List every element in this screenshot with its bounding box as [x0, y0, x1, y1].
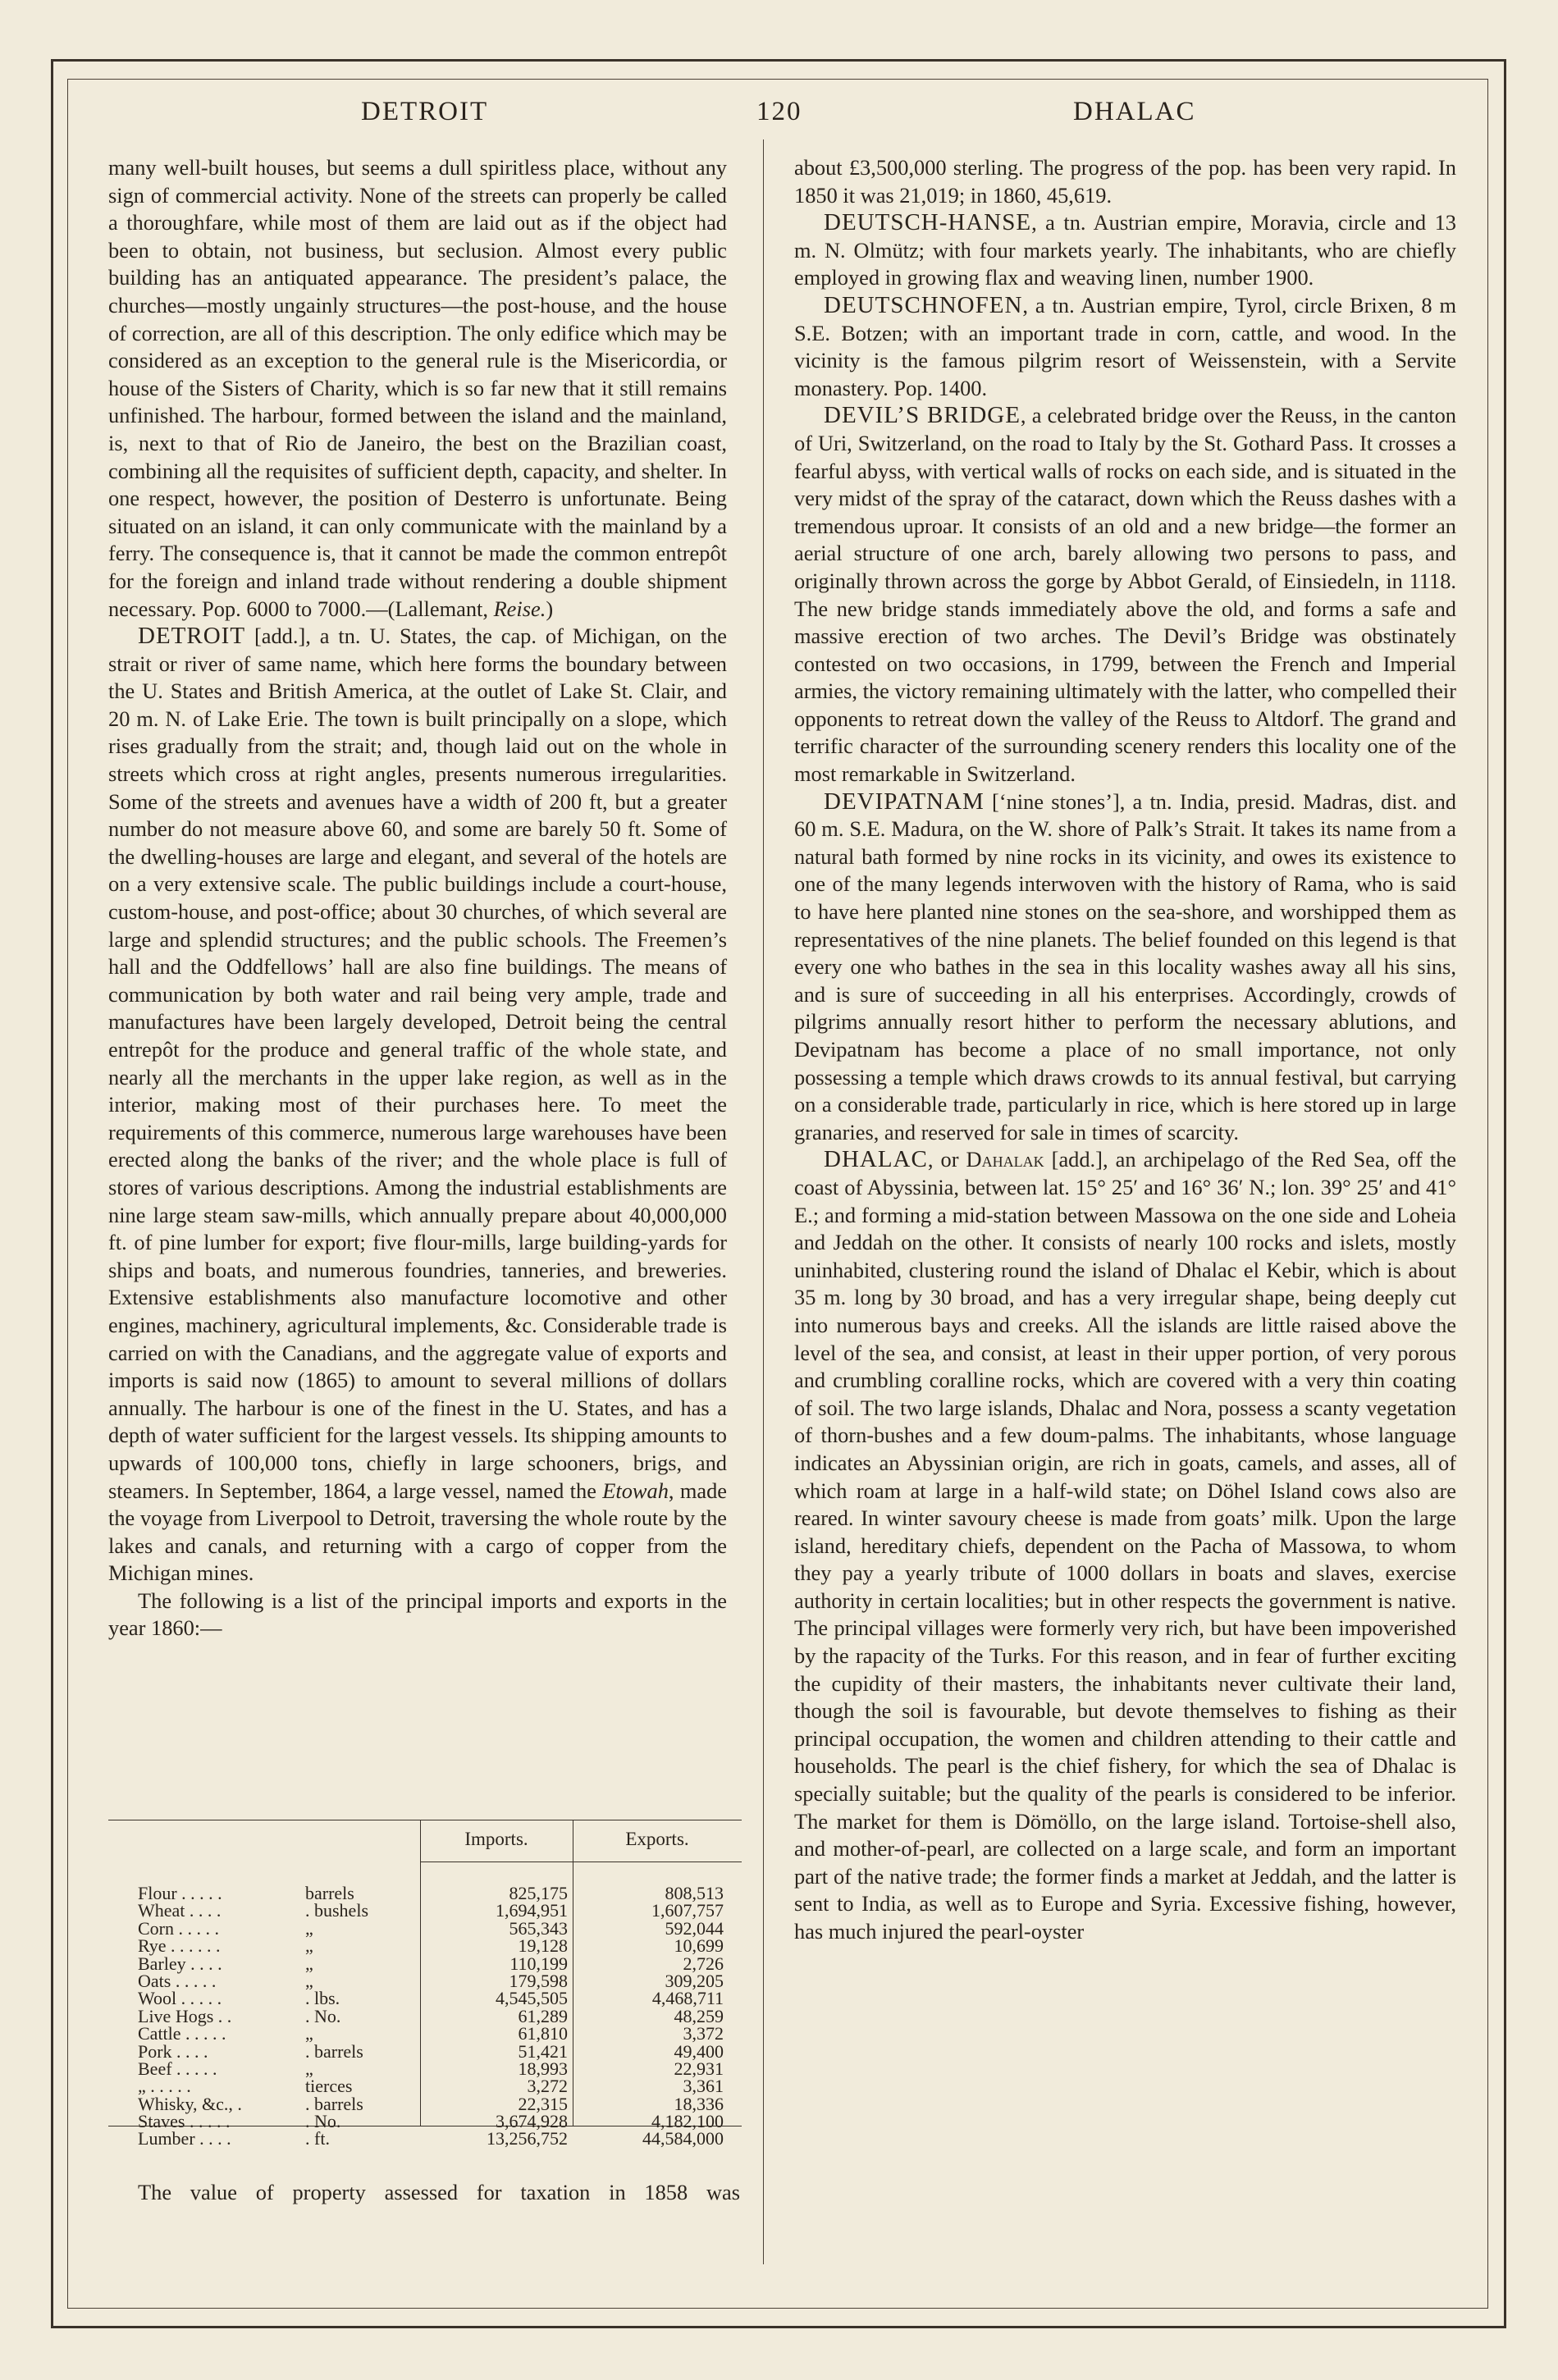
- table-intro: The following is a list of the principal imports and exports in the year 1860:—: [108, 1587, 727, 1641]
- devipatnam-entry: DEVIPATNAM [‘nine stones’], a tn. India, presid. Madras, dist. and 60 m. S.E. Madura, on the W. shore of Palk’s Strait. It takes its name from a natural bath formed by nine rocks in its vicinity, and owes its existence to one of the many legends interwoven with the history of Rama, who is said to have here planted nine stones on the sea-shore, and worshipped them as representatives of the nine planets. The belief founded on this legend is that every one who bathes in the sea in this locality washes away all his sins, and is sure of succeeding in all his enterprises. Accordingly, crowds of pilgrims annually resort hither to perform the necessary ablutions, and Devipatnam has become a place of no small importance, not only possessing a temple which draws crowds to its annual festival, but carrying on a considerable trade, particularly in rice, which is here stored up in large granaries, and reserved for sale in times of scarcity.: [794, 788, 1456, 1144]
- table-row: Wool . . . . . . lbs. 4,545,505 4,468,711: [138, 1988, 724, 2009]
- right-column: [794, 154, 1456, 1946]
- table-row: Staves . . . . . . No. 3,674,928 4,182,100: [138, 2111, 724, 2132]
- detroit-continuation: about £3,500,000 sterling. The progress of the pop. has been very rapid. In 1850 it was 21,019; in 1860, 45,619.: [794, 155, 1456, 208]
- table-row: Beef . . . . . „ 18,993 22,931: [138, 2058, 724, 2079]
- deutschnofen-entry: DEUTSCHNOFEN, a tn. Austrian empire, Tyrol, circle Brixen, 8 m S.E. Botzen; with an important trade in corn, cattle, and wood. In the vicinity is the famous pilgrim resort of Weissenstein, with a Servite monastery. Pop. 1400.: [794, 291, 1456, 400]
- devils-bridge-entry: DEVIL’S BRIDGE, a celebrated bridge over the Reuss, in the canton of Uri, Switzerland, on the road to Italy by the St. Gothard Pass. It crosses a fearful abyss, with vertical walls of rocks on each side, and is situated in the very midst of the spray of the cataract, down which the Reuss dashes with a tremendous uproar. It consists of an old and a new bridge—the former an aerial structure of one arch, barely allowing two persons to pass, and originally thrown across the gorge by Abbot Gerald, of Einsiedeln, in 1118. The new bridge stands immediately above the old, and forms a safe and massive erection of two arches. The Devil’s Bridge was obstinately contested on two occasions, in 1799, between the French and Imperial armies, the victory remaining ultimately with the latter, who compelled their opponents to retreat down the valley of the Reuss to Altdorf. The grand and terrific character of the surrounding scenery renders this locality one of the most remarkable in Switzerland.: [794, 402, 1456, 787]
- deutsch-hanse-headword: DEUTSCH-HANSE: [824, 209, 1032, 236]
- column-divider: [763, 139, 764, 2264]
- table-row: Pork . . . . . barrels 51,421 49,400: [138, 2040, 724, 2062]
- running-header: [90, 97, 1469, 133]
- table-row: Corn . . . . . „ 565,343 592,044: [138, 1917, 724, 1939]
- table-row: Flour . . . . . barrels 825,175 808,513: [138, 1883, 724, 1903]
- table-row: Live Hogs . . . No. 61,289 48,259: [138, 2005, 724, 2026]
- continuation-line: The value of property assessed for taxation in 1858 was: [138, 2180, 740, 2204]
- detroit-headword: DETROIT: [138, 623, 246, 650]
- deutschnofen-headword: DEUTSCHNOFEN: [824, 291, 1023, 318]
- table-body: [108, 1884, 742, 2148]
- header-right-word: DHALAC: [1073, 97, 1196, 126]
- deutsch-hanse-entry: DEUTSCH-HANSE, a tn. Austrian empire, Moravia, circle and 13 m. N. Olmütz; with four markets yearly. The inhabitants, who are chiefly employed in growing flax and weaving linen, number 1900.: [794, 209, 1456, 290]
- table-row: Rye . . . . . . „ 19,128 10,699: [138, 1935, 724, 1957]
- table-row: Lumber . . . . . ft. 13,256,752 44,584,000: [138, 2128, 724, 2149]
- table-row: Whisky, &c., . . barrels 22,315 18,336: [138, 2093, 724, 2114]
- left-column: [108, 154, 727, 1642]
- imports-exports-table: [108, 1820, 742, 2149]
- desterro-paragraph: many well-built houses, but seems a dull spiritless place, without any sign of commercial activity. None of the streets can properly be called a thoroughfare, while most of them are laid out as if the object had been to obtain, not business, but seclusion. Almost every public building has an antiquated appearance. The president’s palace, the churches—mostly ungainly structures—the post-house, and the house of correction, are all of this description. The only edifice which may be considered as an exception to the general rule is the Misericordia, or house of the Sisters of Charity, which is so far new that it still remains unfinished. The harbour, formed between the island and the mainland, is, next to that of Rio de Janeiro, the best on the Brazilian coast, combining all the requisites of sufficient depth, capacity, and shelter. In one respect, however, the position of Desterro is unfortunate. Being situated on an island, it can only communicate with the mainland by a ferry. The consequence is, that it cannot be made the common entrepôt for the foreign and inland trade without rendering a double shipment necessary. Pop. 6000 to 7000.—(Lallemant, Reise.): [108, 155, 727, 621]
- imports-header: Imports.: [464, 1829, 528, 1849]
- table-row: Oats . . . . . „ 179,598 309,205: [138, 1970, 724, 1991]
- devipatnam-headword: DEVIPATNAM: [824, 788, 985, 815]
- table-row: Wheat . . . . . bushels 1,694,951 1,607,757: [138, 1900, 724, 1921]
- exports-header: Exports.: [625, 1829, 689, 1849]
- table-row: „ . . . . . tierces 3,272 3,361: [138, 2076, 724, 2097]
- table-row: Barley . . . . „ 110,199 2,726: [138, 1953, 724, 1974]
- devils-bridge-headword: DEVIL’S BRIDGE: [824, 402, 1021, 429]
- dhalac-headword: DHALAC: [824, 1146, 928, 1173]
- header-left-word: DETROIT: [361, 97, 489, 126]
- table-row: Cattle . . . . . „ 61,810 3,372: [138, 2023, 724, 2044]
- dahalak-alt-name: Dahalak: [966, 1147, 1044, 1172]
- dhalac-entry: DHALAC, or Dahalak [add.], an archipelago of the Red Sea, off the coast of Abyssinia, between lat. 15° 25′ and 16° 36′ N.; lon. 39° 25′ and 41° E.; and forming a mid-station between Massowa on the one side and Loheia and Jeddah on the other. It consists of nearly 100 rocks and islets, mostly uninhabited, clustering round the island of Dhalac el Kebir, which is about 35 m. long by 30 broad, and has a very irregular shape, being deeply cut into numerous bays and creeks. All the islands are little raised above the level of the sea, and consist, at least in their upper portion, of very porous and crumbling coralline rocks, which are covered with a very thin coating of soil. The two large islands, Dhalac and Nora, possess a scanty vegetation of thorn-bushes and a few doum-palms. The inhabitants, whose language indicates an Abyssinian origin, are rich in goats, camels, and asses, all of which roam at large in a half-wild state; on Döhel Island cows also are reared. In winter savoury cheese is made from goats’ milk. Upon the large island, hereditary chiefs, dependent on the Pacha of Massowa, to whom they pay a yearly tribute of 1000 dollars in boats and slaves, exercise authority in certain localities; but in other respects the government is native. The principal villages were formerly very rich, but have been impoverished by the rapacity of the Turks. For this reason, and in fear of further exciting the cupidity of their masters, the inhabitants never cultivate their land, though the soil is favourable, but devote themselves to fishing as their principal occupation, the women and children attending to their cattle and households. The pearl is the chief fishery, for which the sea of Dhalac is specially suitable; but the quality of the pearls is considered to be inferior. The market for them is Dömöllo, on the large island. Tortoise-shell also, and mother-of-pearl, are collected on a large scale, and form an important part of the native trade; the former finds a market at Jeddah, and the latter is sent to India, as well as to Europe and Syria. Excessive fishing, however, has much injured the pearl-oyster: [794, 1146, 1456, 1944]
- page-number: 120: [756, 97, 802, 126]
- detroit-entry: DETROIT [add.], a tn. U. States, the cap. of Michigan, on the strait or river of same name, which here forms the boundary between the U. States and British America, at the outlet of Lake St. Clair, and 20 m. N. of Lake Erie. The town is built principally on a slope, which rises gradually from the strait; and, though laid out on the whole in streets which cross at right angles, presents numerous irregularities. Some of the streets and avenues have a width of 200 ft, but a greater number do not measure above 60, and some are barely 50 ft. Some of the dwelling-houses are large and elegant, and several of the hotels are on a very extensive scale. The public buildings include a court-house, custom-house, and post-office; about 30 churches, of which several are large and splendid structures; and the public schools. The Freemen’s hall and the Oddfellows’ hall are also fine buildings. The means of communication by both water and rail being very ample, trade and manufactures have been largely developed, Detroit being the central entrepôt for the produce and general traffic of the whole state, and nearly all the merchants in the upper lake region, as well as in the interior, making most of their purchases here. To meet the requirements of this commerce, numerous large warehouses have been erected along the banks of the river; and the whole place is full of stores of various descriptions. Among the industrial establishments are nine large steam saw-mills, which annually prepare about 40,000,000 ft. of pine lumber for export; five flour-mills, large building-yards for ships and boats, and numerous foundries, tanneries, and breweries. Extensive establishments also manufacture locomotive and other engines, machinery, agricultural implements, &c. Considerable trade is carried on with the Canadians, and the aggregate value of exports and imports is said now (1865) to amount to several millions of dollars annually. The harbour is one of the finest in the U. States, and has a depth of water sufficient for the largest vessels. Its shipping amounts to upwards of 100,000 tons, chiefly in large schooners, brigs, and steamers. In September, 1864, a large vessel, named the Etowah, made the voyage from Liverpool to Detroit, traversing the whole route by the lakes and canals, and returning with a cargo of copper from the Michigan mines.: [108, 623, 727, 1586]
